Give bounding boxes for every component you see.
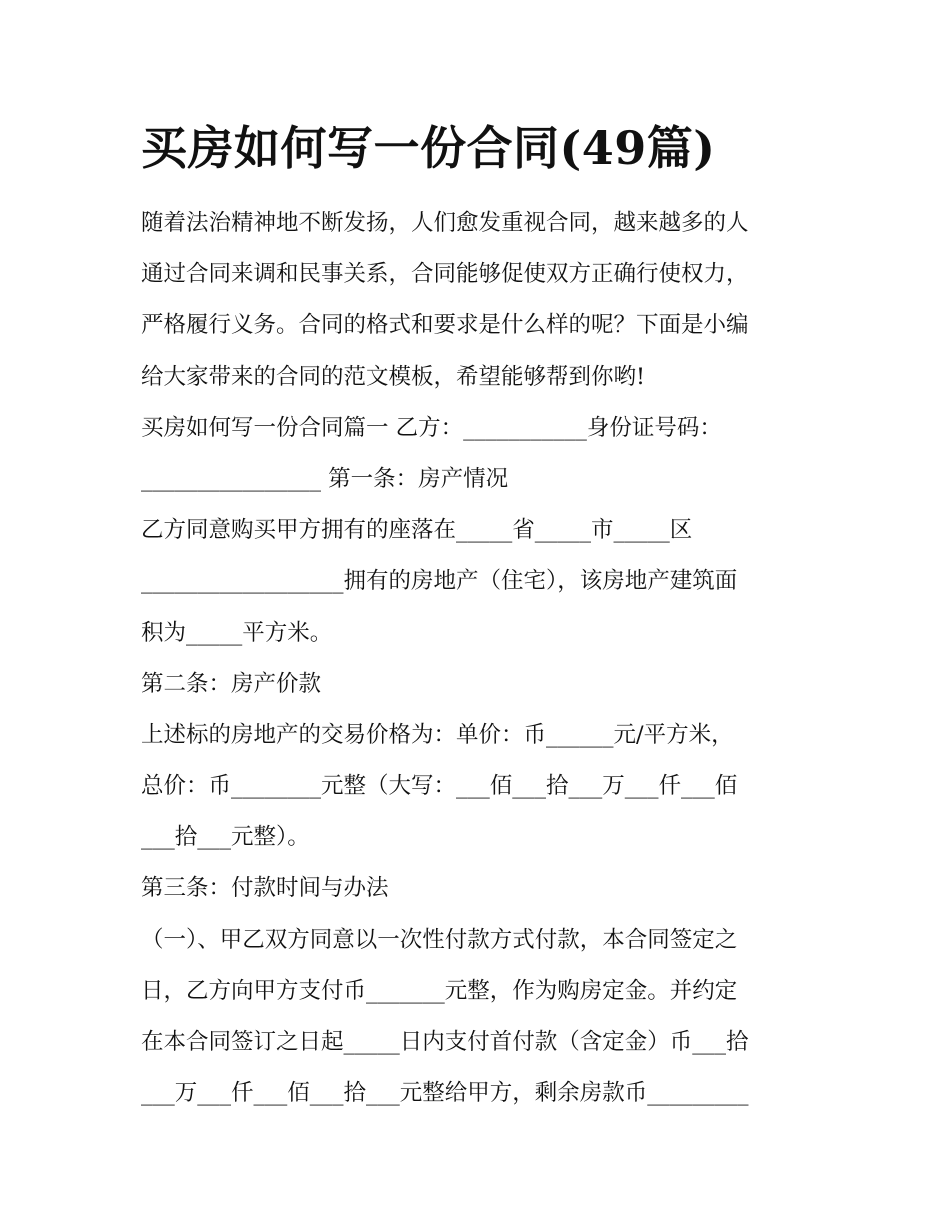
paragraph-line: 买房如何写一份合同篇一 乙方：___________身份证号码：: [141, 414, 722, 441]
paragraph-line: 随着法治精神地不断发扬，人们愈发重视合同，越来越多的人: [141, 210, 749, 236]
paragraph-line: 积为_____平方米。: [141, 619, 333, 646]
paragraph-line: 在本合同签订之日起_____日内支付首付款（含定金）币___拾: [141, 1029, 749, 1055]
paragraph-line: __________________拥有的房地产（住宅），该房地产建筑面: [141, 568, 738, 595]
paragraph-line: 通过合同来调和民事关系，合同能够促使双方正确行使权力，: [141, 261, 749, 288]
paragraph-line: 给大家带来的合同的范文模板，希望能够帮到你哟!: [141, 363, 646, 390]
paragraph-line: ___拾___元整）。: [141, 824, 310, 851]
document-page: [141, 118, 813, 1119]
paragraph-line: 严格履行义务。合同的格式和要求是什么样的呢？下面是小编: [141, 312, 749, 339]
section-heading: 第三条：付款时间与办法: [141, 875, 389, 902]
paragraph-line: 日，乙方向甲方支付币_______元整，作为购房定金。并约定: [141, 977, 738, 1004]
paragraph-line: ________________ 第一条：房产情况: [141, 465, 509, 492]
paragraph-line: 乙方同意购买甲方拥有的座落在_____省_____市_____区: [141, 517, 693, 544]
document-body: [141, 198, 813, 1119]
document-title: 买房如何写一份合同(49篇): [141, 121, 716, 175]
paragraph-line: 上述标的房地产的交易价格为：单价：币______元/平方米，: [141, 721, 734, 748]
paragraph-line: （一）、甲乙双方同意以一次性付款方式付款，本合同签定之: [141, 926, 738, 953]
section-heading: 第二条：房产价款: [141, 670, 322, 697]
paragraph-line: 总价：币________元整（大写：___佰___拾___万___仟___佰: [141, 773, 738, 800]
paragraph-line: ___万___仟___佰___拾___元整给甲方，剩余房款币_________: [141, 1080, 749, 1107]
